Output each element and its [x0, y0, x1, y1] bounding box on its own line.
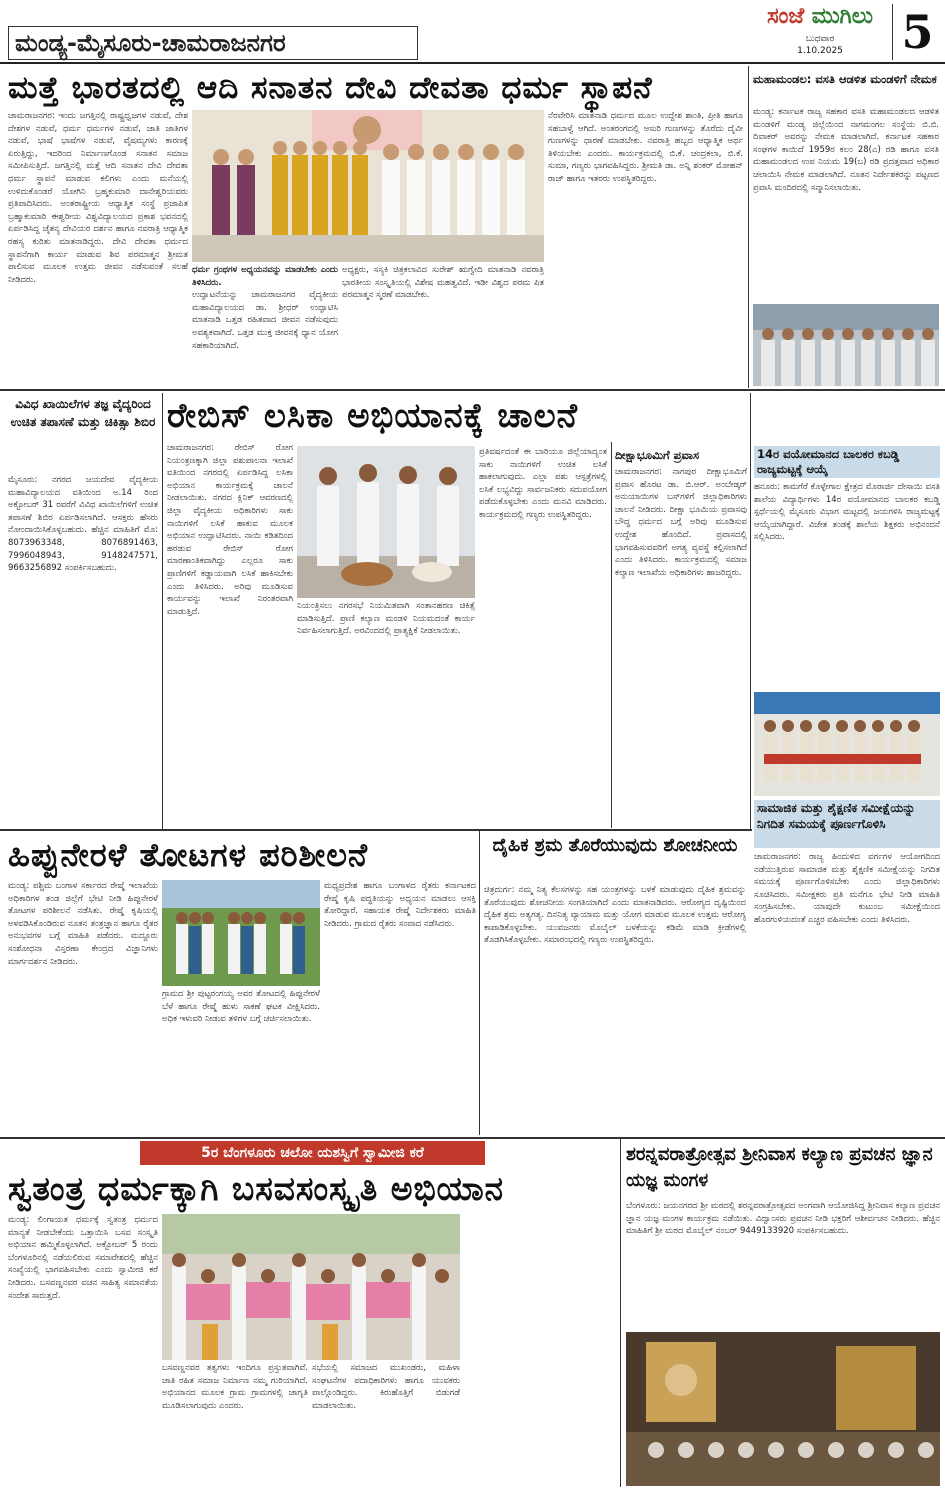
divider [479, 831, 480, 1135]
campaign-photo-icon [162, 1214, 460, 1360]
divider [620, 1139, 621, 1487]
group-photo-icon [753, 304, 939, 386]
masthead [0, 0, 945, 64]
story6-col3: ಸಭೆಯಲ್ಲಿ ಸಮಾಜದ ಮುಖಂಡರು, ಮಹಿಳಾ ಸಂಘಟನೆಗಳ ಪದಾಧಿಕಾರಿಗಳು ಹಾಗೂ ಯುವಕರು ಪಾಲ್ಗೊಂಡಿದ್ದರು. ಕಿರುಹೊತ್ತಿಗೆ ಬಿಡುಗಡೆ ಮಾಡಲಾಯಿತು. [312, 1363, 460, 1411]
story1-col1: ಚಾಮರಾಜನಗರ: ಇಂದು ಜಗತ್ತಿನಲ್ಲಿ ರಾಷ್ಟ್ರಧ್ವಜಗಳ ನಡುವೆ, ದೇಶ ದೇಶಗಳ ನಡುವೆ, ಧರ್ಮ ಧರ್ಮಗಳ ನಡುವೆ, ಜಾತಿ ಜಾತಿಗಳ ನಡುವೆ, ಭಾಷೆ ಭಾಷೆಗಳ ನಡುವೆ, ವೈಷಮ್ಯಗಳು ಕಾರಣಕ್ಕೆ ಏರುತ್ತಿದ್ದು, ಇದರಿಂದ ನಿರ್ಮಾಣಗೊಂಡ ಸನಾತನ ಸಮಾಜ ಸಮೀಪಿಸುತ್ತಿದೆ. ಜಗತ್ತಿನಲ್ಲಿ ಮತ್ತೆ ಆದಿ ಸನಾತನ ದೇವಿ ದೇವತಾ ಧರ್ಮ ಸ್ಥಾಪನೆ ಮಾಡುವ ಕಲಿಗಳು ಎಂದು ಮನೆಯಲ್ಲಿ ಉಳಿದುಕೊಂಡರೆ ಯೋಗಿನಿ ಬ್ರಹ್ಮಕುಮಾರಿ ದಾನೇಶ್ವರಿಯವರು ಪ್ರತಿಪಾದಿಸಿದರು. ಅಂತರಾಷ್ಟ್ರೀಯ ಆಧ್ಯಾತ್ಮಿಕ ಸಂಸ್ಥೆ ಪ್ರಜಾಪಿತ ಬ್ರಹ್ಮಾಕುಮಾರಿ ಈಶ್ವರೀಯ ವಿಶ್ವವಿದ್ಯಾಲಯದ ಪ್ರಕಾಶ ಭವನದಲ್ಲಿ ಏರ್ಪಡಿಸಿದ್ದ ಚೈತನ್ಯ ದೇವಿಯರ ದರ್ಶನ ಹಾಗೂ ನವರಾತ್ರಿ ಆಧ್ಯಾತ್ಮಿಕ ರಹಸ್ಯ ಕುರಿತು ಮಾತನಾಡಿದ್ದರು. ದೇವಿ ದೇವತಾ ಧರ್ಮದ ಸ್ಥಾಪನೆಗಾಗಿ ಕಾರ್ಯ ಮಾಡುವ ಶಿವ ಪರಮಾತ್ಮನ ಶ್ರೀಮತ ಪಾಲಿಸುವ ಮೂಲಕ ಉತ್ತಮ ಜೀವನ ನಡೆಸುವಂತೆ ಸಲಹೆ ನೀಡಿದರು. [8, 111, 188, 285]
vaccination-photo-icon [297, 446, 475, 598]
issue-day: ಬುಧವಾರ [805, 34, 835, 44]
section-title: ಮಂಡ್ಯ-ಮೈಸೂರು-ಚಾಮರಾಜನಗರ [8, 26, 418, 60]
story3-body: ಚಾಮರಾಜನಗರ: ನಾಗಪುರ ದೀಕ್ಷಾಭೂಮಿಗೆ ಪ್ರವಾಸ ಹೊರಟ ಡಾ. ಬಿ.ಆರ್. ಅಂಬೇಡ್ಕರ್ ಅನುಯಾಯಿಗಳ ಬಸ್‌ಗಳಿಗೆ ಜಿಲ್ಲಾಧಿಕಾರಿಗಳು ಚಾಲನೆ ನೀಡಿದರು. ದೀಕ್ಷಾ ಭೂಮಿಯ ಪ್ರವಾಸವು ಬೌದ್ಧ ಧರ್ಮದ ಬಗ್ಗೆ ಅರಿವು ಮೂಡಿಸುವ ಉದ್ದೇಶ ಹೊಂದಿದೆ. ಪ್ರವಾಸದಲ್ಲಿ ಭಾಗವಹಿಸುವವರಿಗೆ ಅಗತ್ಯ ವ್ಯವಸ್ಥೆ ಕಲ್ಪಿಸಲಾಗಿದೆ ಎಂದು ತಿಳಿಸಿದರು. ಕಾರ್ಯಕ್ರಮದಲ್ಲಿ ಸಮಾಜ ಕಲ್ಯಾಣ ಇಲಾಖೆಯ ಅಧಿಕಾರಿಗಳು ಹಾಜರಿದ್ದರು. [615, 467, 747, 578]
story2-photo [297, 446, 475, 598]
story1-col3: ಅಧ್ಯಕ್ಷರು, ಸಸ್ಯಕಿ ಚಿತ್ರಕಲಾವಿದ ಸುರೇಶ್ ಋಗ್ವೇದಿ ಮಾತನಾಡಿ ನವರಾತ್ರಿ ಭಾರತೀಯ ಸಂಸ್ಕೃತಿಯಲ್ಲಿ ವಿಶೇಷ ಮಹತ್ವವಿದೆ. ಇಡೀ ವಿಶ್ವದ ಪರಮ ಪಿತ ಪರಮಾತ್ಮನ ಸ್ಮರಣೆ ಮಾಡಬೇಕು. [342, 265, 544, 301]
issue-date: 1.10.2025 [797, 46, 843, 56]
side3-body: ಹನೂರು: ಕಾಮಗೆರೆ ಕೊಳ್ಳೇಗಾಲ ಕ್ಷೇತ್ರದ ಮೊರಾರ್ಜಿ ದೇಸಾಯಿ ವಸತಿ ಶಾಲೆಯ ವಿದ್ಯಾರ್ಥಿಗಳು 14ರ ವಯೋಮಾನದ ಬಾಲಕರ ಕಬಡ್ಡಿ ಸ್ಪರ್ಧೆಯಲ್ಲಿ ಮೈಸೂರು ವಿಭಾಗ ಮಟ್ಟದಲ್ಲಿ ಜಯಗಳಿಸಿ ರಾಜ್ಯಮಟ್ಟಕ್ಕೆ ಆಯ್ಕೆಯಾಗಿದ್ದಾರೆ. ವಿಜೇತ ತಂಡಕ್ಕೆ ಶಾಲೆಯ ಶಿಕ್ಷಕರು ಅಭಿನಂದನೆ ಸಲ್ಲಿಸಿದರು. [754, 482, 940, 543]
story1-headline: ಮತ್ತೆ ಭಾರತದಲ್ಲಿ ಆದಿ ಸನಾತನ ದೇವಿ ದೇವತಾ ಧರ್ಮ ಸ್ಥಾಪನೆ [8, 70, 653, 106]
side1-headline: ಮಹಾಮಂಡಲ: ವಸತಿ ಆಡಳಿತ ಮಂಡಳಿಗೆ ನೇಮಕ [753, 72, 937, 86]
divider [0, 389, 945, 391]
story1-photo [192, 110, 544, 262]
story4-headline: ಹಿಪ್ಪುನೇರಳೆ ತೋಟಗಳ ಪರಿಶೀಲನೆ [8, 836, 369, 874]
group-photo-icon [192, 110, 544, 262]
story1-col2 [192, 264, 338, 386]
story7-headline: ಶರನ್ನವರಾತ್ರೋತ್ಸವ ಶ್ರೀನಿವಾಸ ಕಲ್ಯಾಣ ಪ್ರವಚನ ಜ್ಞಾನ ಯಜ್ಞ ಮಂಗಳ [626, 1144, 933, 1191]
side3-photo [754, 692, 940, 796]
side2-body: ಮೈಸೂರು: ನಗರದ ಜಯದೇವ ವೈದ್ಯಕೀಯ ಮಹಾವಿದ್ಯಾಲಯದ ವತಿಯಿಂದ ಅ.14 ರಿಂದ ಅಕ್ಟೋಬರ್ 31 ರವರೆಗೆ ವಿವಿಧ ಖಾಯಿಲೆಗಳಿಗೆ ಉಚಿತ ತಪಾಸಣೆ ಶಿಬಿರ ಏರ್ಪಡಿಸಲಾಗಿದೆ. ಆಸಕ್ತರು ಹೆಸರು ನೋಂದಾಯಿಸಿಕೊಳ್ಳಬಹುದು. ಹೆಚ್ಚಿನ ಮಾಹಿತಿಗೆ ಮೊ: 8073963348, 8076891463, 7996048943, 9148247571, 9663256892 ಸಂಪರ್ಕಿಸಬಹುದು. [8, 475, 158, 574]
kabaddi-team-photo-icon [754, 692, 940, 796]
story6-headline: ಸ್ವತಂತ್ರ ಧರ್ಮಕ್ಕಾಗಿ ಬಸವಸಂಸ್ಕೃತಿ ಅಭಿಯಾನ [8, 1169, 505, 1208]
story4-photo [162, 880, 320, 986]
story1-caption: ಧರ್ಮ ಗ್ರಂಥಗಳ ಅಧ್ಯಯನವನ್ನು ಮಾಡಬೇಕು ಎಂದು ತಿಳಿಸಿದರು. [192, 265, 338, 288]
story4-col3: ಮಧ್ಯಪ್ರದೇಶ ಹಾಗೂ ಬಂಗಾಳದ ರೈತರು ಕರ್ನಾಟಕದ ರೇಷ್ಮೆ ಕೃಷಿ ಪದ್ಧತಿಯನ್ನು ಅಧ್ಯಯನ ಮಾಡಲು ಆಸಕ್ತಿ ತೋರಿದ್ದಾರೆ. ಸಹಾಯಕ ರೇಷ್ಮೆ ನಿರ್ದೇಶಕರು ಮಾಹಿತಿ ನೀಡಿದರು. ಗ್ರಾಮದ ರೈತರು ಸಂವಾದ ನಡೆಸಿದರು. [324, 881, 476, 929]
divider [750, 393, 751, 829]
story1-col4: ನೆರವೇರಿಸಿ ಮಾತನಾಡಿ ಧರ್ಮದ ಮೂಲ ಉದ್ದೇಶ ಶಾಂತಿ, ಪ್ರೀತಿ ಹಾಗೂ ಸಹಬಾಳ್ವೆ ಆಗಿದೆ. ಅಂತರಂಗದಲ್ಲಿ ಆಸುರಿ ಗುಣಗಳನ್ನು ತೊರೆದು ದೈವೀ ಗುಣಗಳನ್ನು ಧಾರಣೆ ಮಾಡಬೇಕು. ನವರಾತ್ರಿ ಹಬ್ಬದ ಆಧ್ಯಾತ್ಮಿಕ ಅರ್ಥ ತಿಳಿಯಬೇಕು ಎಂದರು. ಕಾರ್ಯಕ್ರಮದಲ್ಲಿ ಬಿ.ಕೆ. ಚಂದ್ರಕಲಾ, ಬಿ.ಕೆ. ಸುಮಾ, ಗಣ್ಯರು ಭಾಗವಹಿಸಿದ್ದರು. ಶ್ರೀಮತಿ ಡಾ. ಅನ್ನಿ ಶಂಕರ್ ಮೋಹನ್ ರಾಜ್ ಹಾಗೂ ಇತರರು ಉಪಸ್ಥಿತರಿದ್ದರು. [548, 111, 743, 184]
side4-headline: ಸಾಮಾಜಿಕ ಮತ್ತು ಶೈಕ್ಷಣಿಕ ಸಮೀಕ್ಷೆಯನ್ನು ನಿಗದಿತ ಸಮಯಕ್ಕೆ ಪೂರ್ಣಗೊಳಿಸಿ [754, 800, 940, 848]
divider [0, 829, 752, 831]
logo-name: ಸಂಜೆ ಮುಗಿಲು [767, 4, 873, 29]
side2-headline: ವಿವಿಧ ಖಾಯಿಲೆಗಳ ತಜ್ಞ ವೈದ್ಯರಿಂದ ಉಚಿತ ತಪಾಸಣೆ ಮತ್ತು ಚಿಕಿತ್ಸಾ ಶಿಬಿರ [10, 397, 156, 429]
story3-kicker: ದೀಕ್ಷಾಭೂಮಿಗೆ ಪ್ರವಾಸ [615, 448, 700, 462]
side1-photo [753, 304, 939, 386]
story7-photo [626, 1332, 940, 1486]
divider [611, 442, 612, 828]
story2-headline: ರೇಬಿಸ್ ಲಸಿಕಾ ಅಭಿಯಾನಕ್ಕೆ ಚಾಲನೆ [167, 396, 578, 436]
story2-body: ಚಾಮರಾಜನಗರ: ರೇಬಿಸ್ ರೋಗ ನಿಯಂತ್ರಣಕ್ಕಾಗಿ ಜಿಲ್ಲಾ ಪಶುಪಾಲನಾ ಇಲಾಖೆ ವತಿಯಿಂದ ನಗರದಲ್ಲಿ ಏರ್ಪಡಿಸಿದ್ದ ಲಸಿಕಾ ಅಭಿಯಾನ ಕಾರ್ಯಕ್ರಮಕ್ಕೆ ಚಾಲನೆ ನೀಡಲಾಯಿತು. ನಗರದ ಕ್ಲಿನಿಕ್ ಆವರಣದಲ್ಲಿ ಜಿಲ್ಲಾ ವೈದ್ಯಕೀಯ ಅಧಿಕಾರಿಗಳು ಸಾಕು ನಾಯಿಗಳಿಗೆ ಲಸಿಕೆ ಹಾಕುವ ಮೂಲಕ ಅಭಿಯಾನ ಉದ್ಘಾಟಿಸಿದರು. ನಾಯಿ ಕಡಿತದಿಂದ ಹರಡುವ ರೇಬಿಸ್ ರೋಗ ಮಾರಣಾಂತಿಕವಾಗಿದ್ದು ಎಲ್ಲರೂ ಸಾಕು ಪ್ರಾಣಿಗಳಿಗೆ ಕಡ್ಡಾಯವಾಗಿ ಲಸಿಕೆ ಹಾಕಿಸಬೇಕು ಎಂದು ತಿಳಿಸಿದರು. ಅರಿವು ಮೂಡಿಸುವ ಕಾರ್ಯವನ್ನು ಇಲಾಖೆ ನಿರಂತರವಾಗಿ ಮಾಡುತ್ತಿದೆ. [167, 443, 293, 617]
divider [162, 393, 163, 829]
story2-col3: ಪ್ರತಿವರ್ಷದಂತೆ ಈ ಬಾರಿಯೂ ಜಿಲ್ಲೆಯಾದ್ಯಂತ ಸಾಕು ನಾಯಿಗಳಿಗೆ ಉಚಿತ ಲಸಿಕೆ ಹಾಕಲಾಗುವುದು. ಎಲ್ಲಾ ಪಶು ಆಸ್ಪತ್ರೆಗಳಲ್ಲಿ ಲಸಿಕೆ ಲಭ್ಯವಿದ್ದು ಸಾರ್ವಜನಿಕರು ಸದುಪಯೋಗ ಪಡೆದುಕೊಳ್ಳಬೇಕು ಎಂದು ಮನವಿ ಮಾಡಿದರು. ಕಾರ್ಯಕ್ರಮದಲ್ಲಿ ಗಣ್ಯರು ಉಪಸ್ಥಿತರಿದ್ದರು. [479, 447, 607, 520]
newspaper-logo [750, 4, 890, 60]
mulberry-farm-photo-icon [162, 880, 320, 986]
story1-col2-text: ಉದ್ಘಾಟನೆಯನ್ನು ಚಾಮರಾಜನಗರ ವೈದ್ಯಕೀಯ ಮಹಾವಿದ್ಯಾಲಯದ ಡಾ. ಶ್ರೀಧರ್ ಉದ್ಘಾಟಿಸಿ ಮಾತನಾಡಿ ಒತ್ತಡ ರಹಿತವಾದ ಜೀವನ ನಡೆಸುವುದು ಅವಶ್ಯಕವಾಗಿದೆ. ಒತ್ತಡ ಮುಕ್ತ ಜೀವನಕ್ಕೆ ಧ್ಯಾನ ಯೋಗ ಸಹಕಾರಿಯಾಗಿದೆ. [192, 290, 338, 351]
story6-col2: ಬಸವಣ್ಣನವರ ತತ್ವಗಳು ಇಂದಿಗೂ ಪ್ರಸ್ತುತವಾಗಿವೆ. ಜಾತಿ ರಹಿತ ಸಮಾಜ ನಿರ್ಮಾಣ ನಮ್ಮ ಗುರಿಯಾಗಿದೆ. ಅಭಿಯಾನದ ಮೂಲಕ ಗ್ರಾಮ ಗ್ರಾಮಗಳಲ್ಲಿ ಜಾಗೃತಿ ಮೂಡಿಸಲಾಗುವುದು ಎಂದರು. [162, 1363, 308, 1411]
story4-col2: ಗ್ರಾಮದ ಶ್ರೀ ಪುಟ್ಟರಂಗಯ್ಯ ಅವರ ತೋಟದಲ್ಲಿ ಹಿಪ್ಪುನೇರಳೆ ಬೆಳೆ ಹಾಗೂ ರೇಷ್ಮೆ ಹುಳು ಸಾಕಣೆ ಘಟಕ ವೀಕ್ಷಿಸಿದರು. ಅಧಿಕ ಇಳುವರಿ ನೀಡುವ ತಳಿಗಳ ಬಗ್ಗೆ ಚರ್ಚಿಸಲಾಯಿತು. [162, 989, 320, 1025]
story2-col2: ನಿಯಂತ್ರಿಸಲು ನಗರಸಭೆ ನಿಯಮಿತವಾಗಿ ಸಂತಾನಹರಣ ಚಿಕಿತ್ಸೆ ಮಾಡಿಸುತ್ತಿದೆ. ಪ್ರಾಣಿ ಕಲ್ಯಾಣ ಮಂಡಳಿ ನಿಯಮದಂತೆ ಕಾರ್ಯ ನಿರ್ವಹಿಸಲಾಗುತ್ತಿದೆ. ಅರವಿಂದದಲ್ಲಿ ಪ್ರಾತ್ಯಕ್ಷಿಕೆ ನೀಡಲಾಯಿತು. [297, 601, 475, 637]
story6-photo [162, 1214, 460, 1360]
story5-headline: ದೈಹಿಕ ಶ್ರಮ ತೊರೆಯುವುದು ಶೋಚನೀಯ [492, 835, 738, 856]
side4-body: ಚಾಮರಾಜನಗರ: ರಾಜ್ಯ ಹಿಂದುಳಿದ ವರ್ಗಗಳ ಆಯೋಗದಿಂದ ನಡೆಯುತ್ತಿರುವ ಸಾಮಾಜಿಕ ಮತ್ತು ಶೈಕ್ಷಣಿಕ ಸಮೀಕ್ಷೆಯನ್ನು ನಿಗದಿತ ಸಮಯಕ್ಕೆ ಪೂರ್ಣಗೊಳಿಸಬೇಕು ಎಂದು ಜಿಲ್ಲಾಧಿಕಾರಿಗಳು ಸೂಚಿಸಿದರು. ಸಮೀಕ್ಷಕರು ಪ್ರತಿ ಮನೆಗೂ ಭೇಟಿ ನೀಡಿ ಮಾಹಿತಿ ಸಂಗ್ರಹಿಸಬೇಕು. ಯಾವುದೇ ಕುಟುಂಬ ಸಮೀಕ್ಷೆಯಿಂದ ಹೊರಗುಳಿಯದಂತೆ ಎಚ್ಚರ ವಹಿಸಬೇಕು ಎಂದು ತಿಳಿಸಿದರು. [754, 852, 940, 925]
story4-body: ಮಂಡ್ಯ: ಪಶ್ಚಿಮ ಬಂಗಾಳ ಸರ್ಕಾರದ ರೇಷ್ಮೆ ಇಲಾಖೆಯ ಅಧಿಕಾರಿಗಳ ತಂಡ ಜಿಲ್ಲೆಗೆ ಭೇಟಿ ನೀಡಿ ಹಿಪ್ಪುನೇರಳೆ ತೋಟಗಳ ಪರಿಶೀಲನೆ ನಡೆಸಿತು. ರೇಷ್ಮೆ ಕೃಷಿಯಲ್ಲಿ ಅಳವಡಿಸಿಕೊಂಡಿರುವ ನೂತನ ತಂತ್ರಜ್ಞಾನ ಹಾಗೂ ರೈತರ ಅನುಭವಗಳ ಬಗ್ಗೆ ಮಾಹಿತಿ ಪಡೆದರು. ಮದ್ದೂರು ಸಂಶೋಧನಾ ವಿಸ್ತರಣಾ ಕೇಂದ್ರದ ವಿಜ್ಞಾನಿಗಳು ಮಾರ್ಗದರ್ಶನ ನೀಡಿದರು. [8, 881, 158, 967]
side1-body: ಮಂಡ್ಯ: ಕರ್ನಾಟಕ ರಾಜ್ಯ ಸಹಕಾರ ವಸತಿ ಮಹಾಮಂಡಲದ ಆಡಳಿತ ಮಂಡಳಿಗೆ ಮಂಡ್ಯ ಜಿಲ್ಲೆಯಿಂದ ನಾಗಮಂಗಲ ಸಂಸ್ಥೆಯ ಬಿ.ಬಿ. ದಿವಾಕರ್ ಅವರನ್ನು ನೇಮಕ ಮಾಡಲಾಗಿದೆ. ಕರ್ನಾಟಕ ಸಹಕಾರ ಸಂಘಗಳ ಕಾಯಿದೆ 1959ರ ಕಲಂ 28(ಎ) ರಡಿ ಹಾಗೂ ವಸತಿ ಮಹಾಮಂಡಲದ ಉಪ ನಿಯಮ 19(ಬ) ರಡಿ ಪ್ರದತ್ತವಾದ ಅಧಿಕಾರ ಚಲಾಯಿಸಿ ನೇಮಕ ಮಾಡಲಾಗಿದೆ. ನೂತನ ನಿರ್ದೇಶಕರನ್ನು ಪಟ್ಟಣದ ಪ್ರವಾಸಿ ಮಂದಿರದಲ್ಲಿ ಸನ್ಮಾನಿಸಲಾಯಿತು. [753, 107, 939, 193]
page-number: 5 [892, 4, 942, 60]
story7-body: ಬೆಂಗಳೂರು: ಜಯನಗರದ ಶ್ರೀ ಮಠದಲ್ಲಿ ಶರನ್ನವರಾತ್ರೋತ್ಸವದ ಅಂಗವಾಗಿ ಆಯೋಜಿಸಿದ್ದ ಶ್ರೀನಿವಾಸ ಕಲ್ಯಾಣ ಪ್ರವಚನ ಜ್ಞಾನ ಯಜ್ಞ ಮಂಗಳ ಕಾರ್ಯಕ್ರಮ ನಡೆಯಿತು. ವಿದ್ವಾಂಸರು ಪ್ರವಚನ ನೀಡಿ ಭಕ್ತರಿಗೆ ಆಶೀರ್ವಚನ ನೀಡಿದರು. ಹೆಚ್ಚಿನ ಮಾಹಿತಿಗೆ ಶ್ರೀ ಮಠದ ಮೊಬೈಲ್ ನಂಬರ್ 9449133920 ಸಂಪರ್ಕಿಸಬಹುದು. [626, 1201, 940, 1237]
divider [0, 1137, 945, 1139]
story5-body: ಚಿತ್ರದುರ್ಗ: ನಮ್ಮ ನಿತ್ಯ ಕೆಲಸಗಳನ್ನು ಸಹ ಯಂತ್ರಗಳನ್ನು ಬಳಕೆ ಮಾಡುವುದು ದೈಹಿಕ ಶ್ರಮವನ್ನು ತೊರೆಯುವುದು ಶೋಚನೀಯ ಸಂಗತಿಯಾಗಿದೆ ಎಂದು ಮಾತನಾಡಿದರು. ಆರೋಗ್ಯದ ದೃಷ್ಟಿಯಿಂದ ದೈಹಿಕ ಶ್ರಮ ಅತ್ಯಗತ್ಯ. ದಿನನಿತ್ಯ ವ್ಯಾಯಾಮ ಮತ್ತು ಯೋಗ ಮಾಡುವ ಮೂಲಕ ಉತ್ತಮ ಆರೋಗ್ಯ ಕಾಪಾಡಿಕೊಳ್ಳಬೇಕು. ಯುವಜನರು ಮೊಬೈಲ್ ಬಳಕೆಯನ್ನು ಕಡಿಮೆ ಮಾಡಿ ಕ್ರೀಡೆಗಳಲ್ಲಿ ತೊಡಗಿಸಿಕೊಳ್ಳಬೇಕು. ಸಮಾರಂಭದಲ್ಲಿ ಗಣ್ಯರು ಉಪಸ್ಥಿತರಿದ್ದರು. [484, 885, 746, 946]
side3-headline: 14ರ ವಯೋಮಾನದ ಬಾಲಕರ ಕಬಡ್ಡಿ ರಾಜ್ಯಮಟ್ಟಕ್ಕೆ ಆಯ್ಕೆ [754, 446, 940, 478]
divider [748, 66, 749, 388]
temple-hall-photo-icon [626, 1332, 940, 1486]
story6-banner: 5ರ ಬೆಂಗಳೂರು ಚಲೋ ಯಶಸ್ವಿಗೆ ಸ್ವಾಮೀಜಿ ಕರೆ [140, 1141, 485, 1165]
story6-body: ಮಂಡ್ಯ: ಲಿಂಗಾಯತ ಧರ್ಮಕ್ಕೆ ಸ್ವತಂತ್ರ ಧರ್ಮದ ಮಾನ್ಯತೆ ನೀಡಬೇಕೆಂದು ಒತ್ತಾಯಿಸಿ ಬಸವ ಸಂಸ್ಕೃತಿ ಅಭಿಯಾನ ಹಮ್ಮಿಕೊಳ್ಳಲಾಗಿದೆ. ಅಕ್ಟೋಬರ್ 5 ರಂದು ಬೆಂಗಳೂರಿನಲ್ಲಿ ನಡೆಯಲಿರುವ ಸಮಾವೇಶದಲ್ಲಿ ಹೆಚ್ಚಿನ ಸಂಖ್ಯೆಯಲ್ಲಿ ಭಾಗವಹಿಸಬೇಕು ಎಂದು ಸ್ವಾಮೀಜಿ ಕರೆ ನೀಡಿದರು. ಬಸವಣ್ಣನವರ ವಚನ ಸಾಹಿತ್ಯ ಸಮಾನತೆಯ ಸಂದೇಶ ಸಾರುತ್ತದೆ. [8, 1215, 158, 1301]
